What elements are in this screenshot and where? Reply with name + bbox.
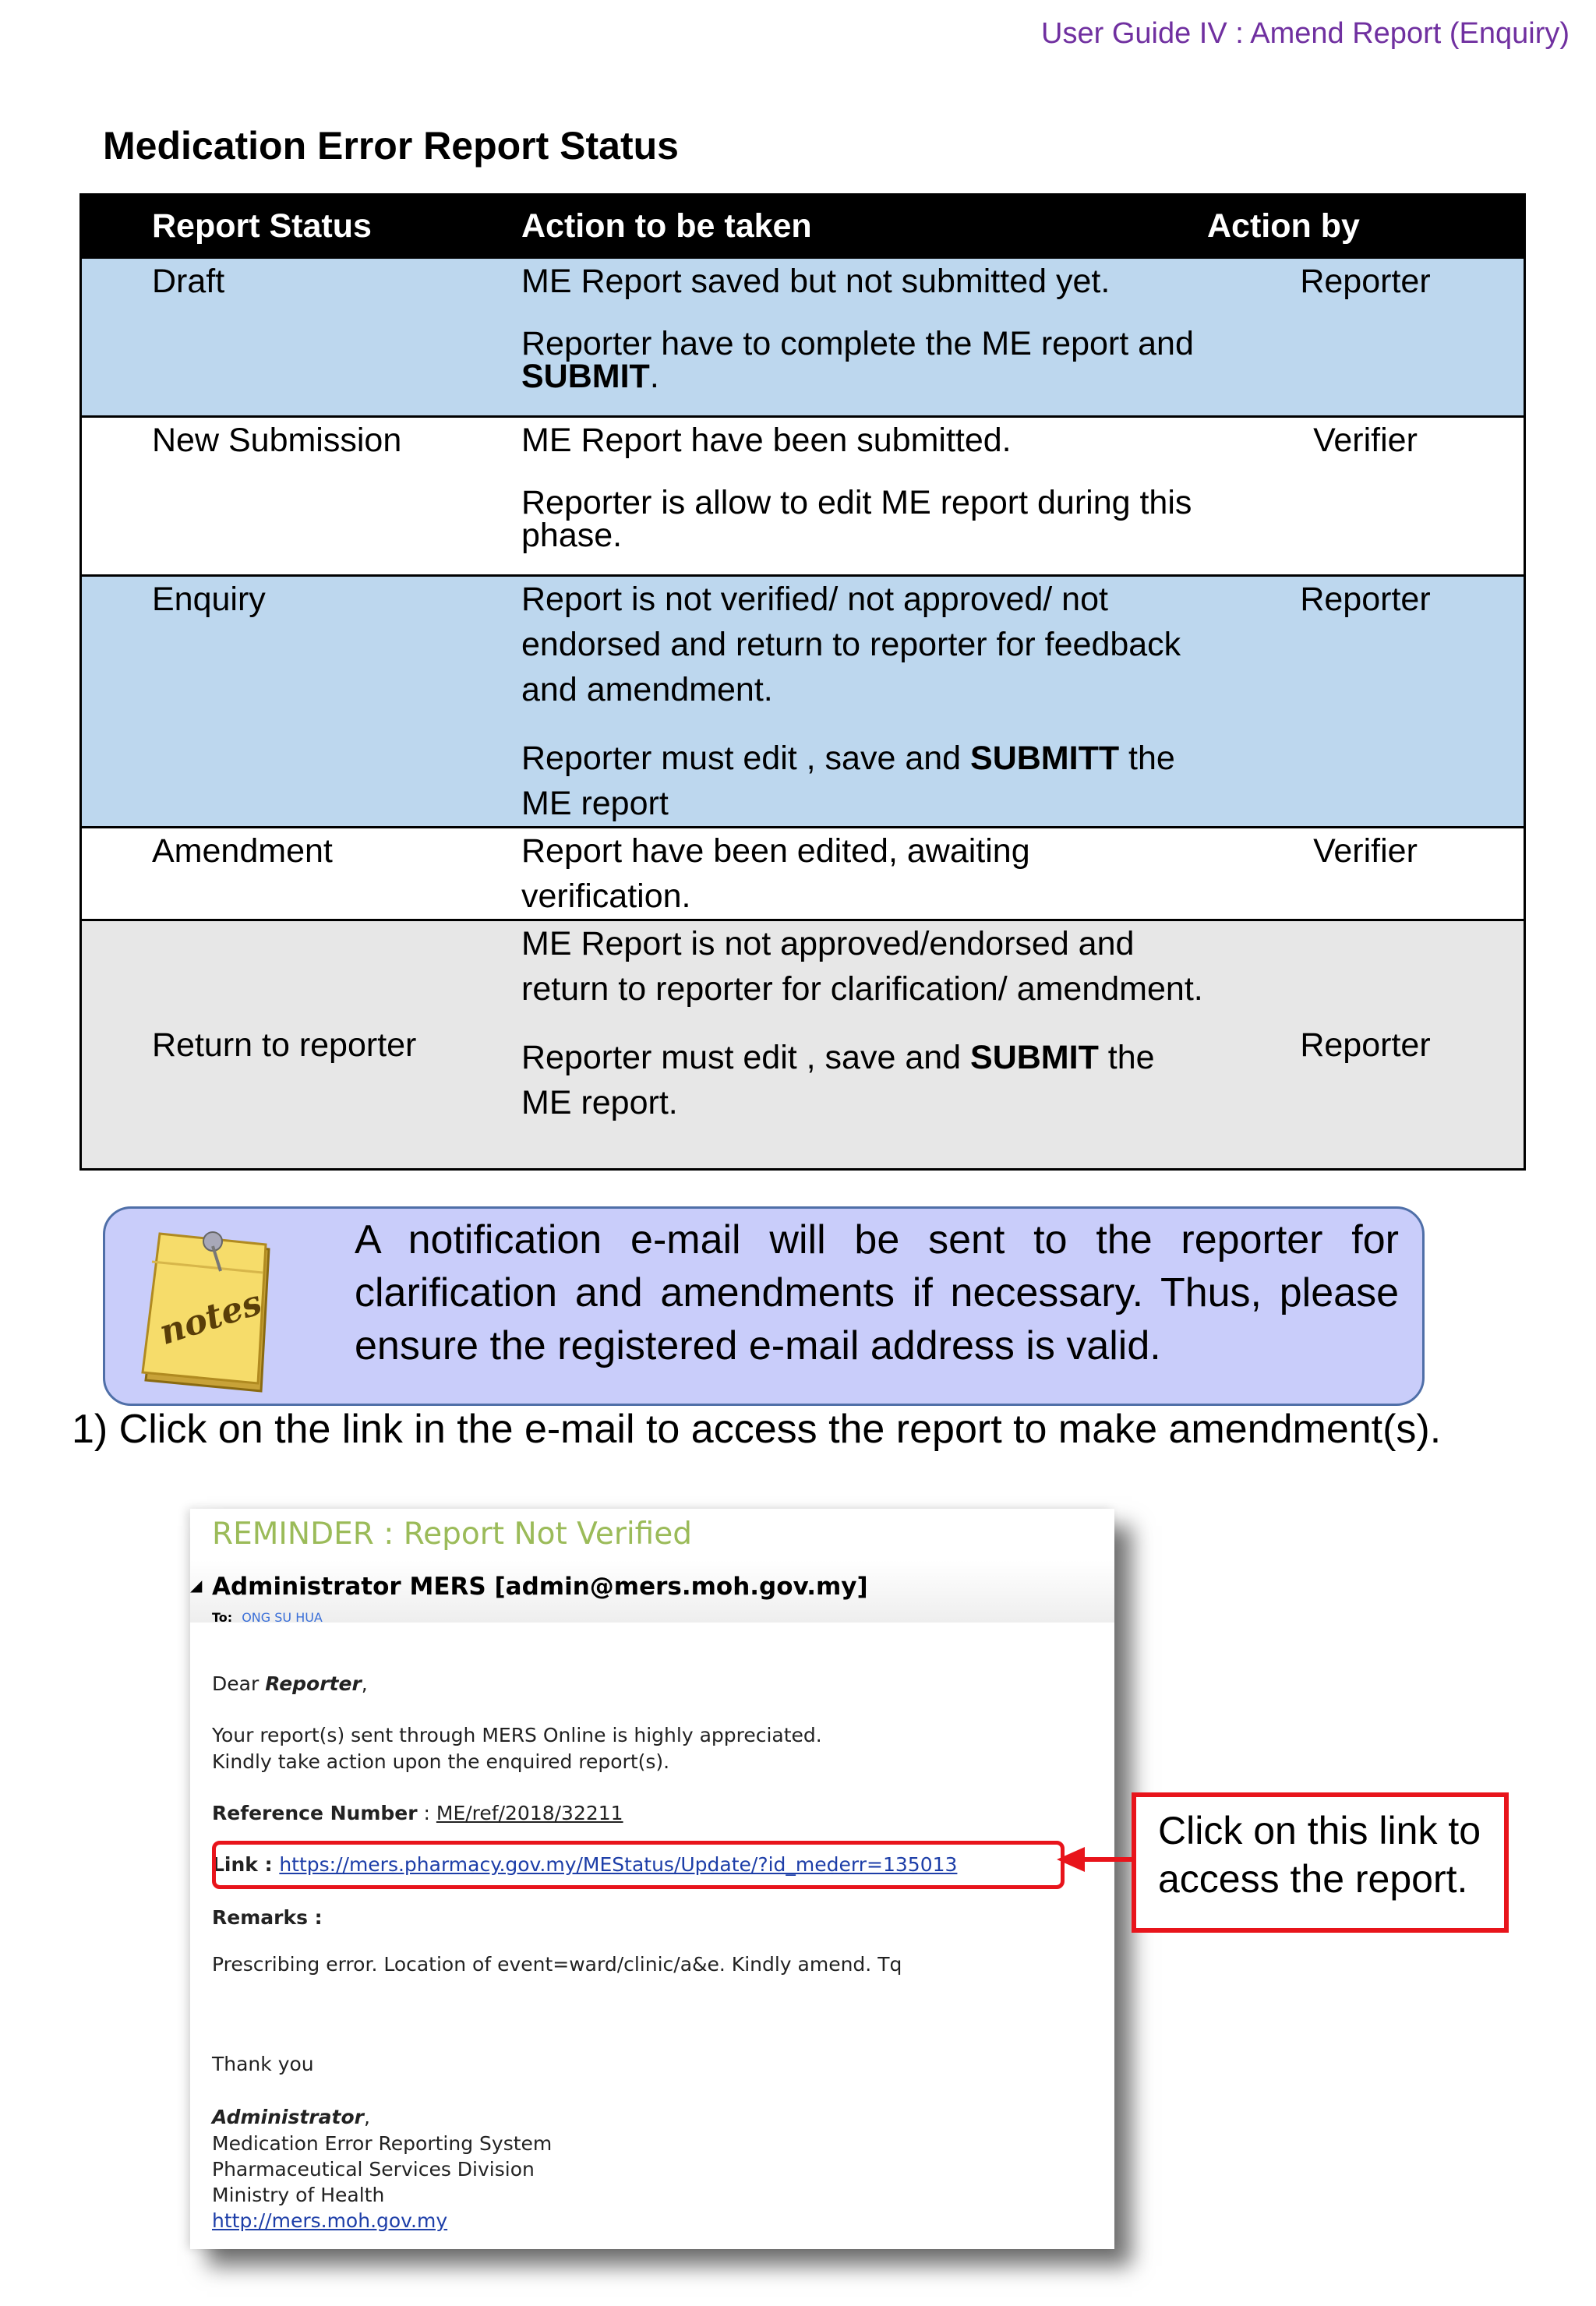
table-row (81, 417, 1525, 576)
action-cell (521, 576, 1207, 828)
status-table (79, 193, 1526, 1171)
table-row (81, 576, 1525, 828)
notification-note (103, 1206, 1425, 1406)
email-subject: REMINDER : Report Not Verified (212, 1517, 693, 1552)
email-signature-line: Ministry of Health (212, 2184, 385, 2206)
email-thanks: Thank you (212, 2053, 314, 2075)
email-signature-name: Administrator, (212, 2106, 370, 2128)
email-signature-line: Medication Error Reporting System (212, 2132, 553, 2155)
action-by-cell: Verifier (1207, 828, 1525, 920)
email-greeting: Dear Reporter, (212, 1672, 368, 1695)
action-by-cell: Reporter (1207, 576, 1525, 828)
email-signature-line: Pharmaceutical Services Division (212, 2158, 535, 2181)
email-recipient: To: ONG SU HUA (212, 1610, 323, 1625)
report-link[interactable]: https://mers.pharmacy.gov.my/MEStatus/Update/?id_mederr=135013 (279, 1853, 958, 1876)
status-cell: Draft (81, 258, 522, 417)
action-by-cell: Verifier (1207, 417, 1525, 576)
action-text: Reporter is allow to edit ME report during this phase. (521, 484, 1192, 554)
pointer-arrow-icon (1057, 1844, 1135, 1875)
link-highlight-box (212, 1841, 1065, 1889)
action-text: Reporter must edit , save and SUBMIT the ME report. (521, 1039, 1155, 1121)
section-title: Medication Error Report Status (103, 124, 679, 168)
action-by-cell: Reporter (1207, 920, 1525, 1170)
table-row (81, 258, 1525, 417)
action-by-cell: Reporter (1207, 258, 1525, 417)
table-header-row (81, 195, 1525, 258)
action-text: Report have been edited, awaiting verification. (521, 828, 1207, 920)
callout-box: Click on this link to access the report. (1132, 1792, 1509, 1933)
action-text: Report is not verified/ not approved/ not endorsed and return to reporter for feedback and amendment. (521, 581, 1181, 708)
email-body-line: Kindly take action upon the enquired report(s). (212, 1750, 670, 1773)
notes-icon (129, 1215, 284, 1402)
email-remarks-label: Remarks : (212, 1906, 323, 1929)
table-row (81, 828, 1525, 920)
email-link-line: Link : https://mers.pharmacy.gov.my/MEStatus/Update/?id_mederr=135013 (212, 1853, 958, 1876)
action-cell (521, 258, 1207, 417)
status-cell: Return to reporter (81, 920, 522, 1170)
moh-link[interactable]: http://mers.moh.gov.my (212, 2209, 448, 2232)
email-sender: Administrator MERS [admin@mers.moh.gov.my] (212, 1573, 868, 1601)
status-cell: Enquiry (81, 576, 522, 828)
status-cell: New Submission (81, 417, 522, 576)
collapse-arrow-icon: ◢ (190, 1576, 203, 1594)
email-reference: Reference Number : ME/ref/2018/32211 (212, 1802, 623, 1824)
step-instruction: 1) Click on the link in the e-mail to access the report to make amendment(s). (72, 1407, 1442, 1452)
status-cell: Amendment (81, 828, 522, 920)
action-cell (521, 920, 1207, 1170)
col-header-action: Action to be taken (521, 195, 1207, 258)
action-text: ME Report saved but not submitted yet. (521, 263, 1110, 300)
email-signature-url (212, 2209, 447, 2232)
action-text: ME Report have been submitted. (521, 422, 1012, 459)
col-header-status: Report Status (81, 195, 522, 258)
action-text: ME Report is not approved/endorsed and return to reporter for clarification/ amendment. (521, 925, 1203, 1008)
action-text: Reporter must edit , save and SUBMITT the ME report (521, 740, 1175, 822)
email-remarks: Prescribing error. Location of event=ward/clinic/a&e. Kindly amend. Tq (212, 1953, 902, 1976)
email-body-line: Your report(s) sent through MERS Online is highly appreciated. (212, 1724, 822, 1746)
notes-icon-label: notes (154, 1282, 267, 1353)
action-text: Reporter have to complete the ME report and SUBMIT. (521, 325, 1194, 395)
note-text: A notification e-mail will be sent to the reporter for clarification and amendments if necessary. Thus, please ensure the registered e-mail address is valid. (355, 1217, 1399, 1368)
table-row (81, 920, 1525, 1170)
guide-title: User Guide IV : Amend Report (Enquiry) (1041, 17, 1570, 50)
col-header-action-by: Action by (1207, 195, 1525, 258)
action-cell (521, 417, 1207, 576)
